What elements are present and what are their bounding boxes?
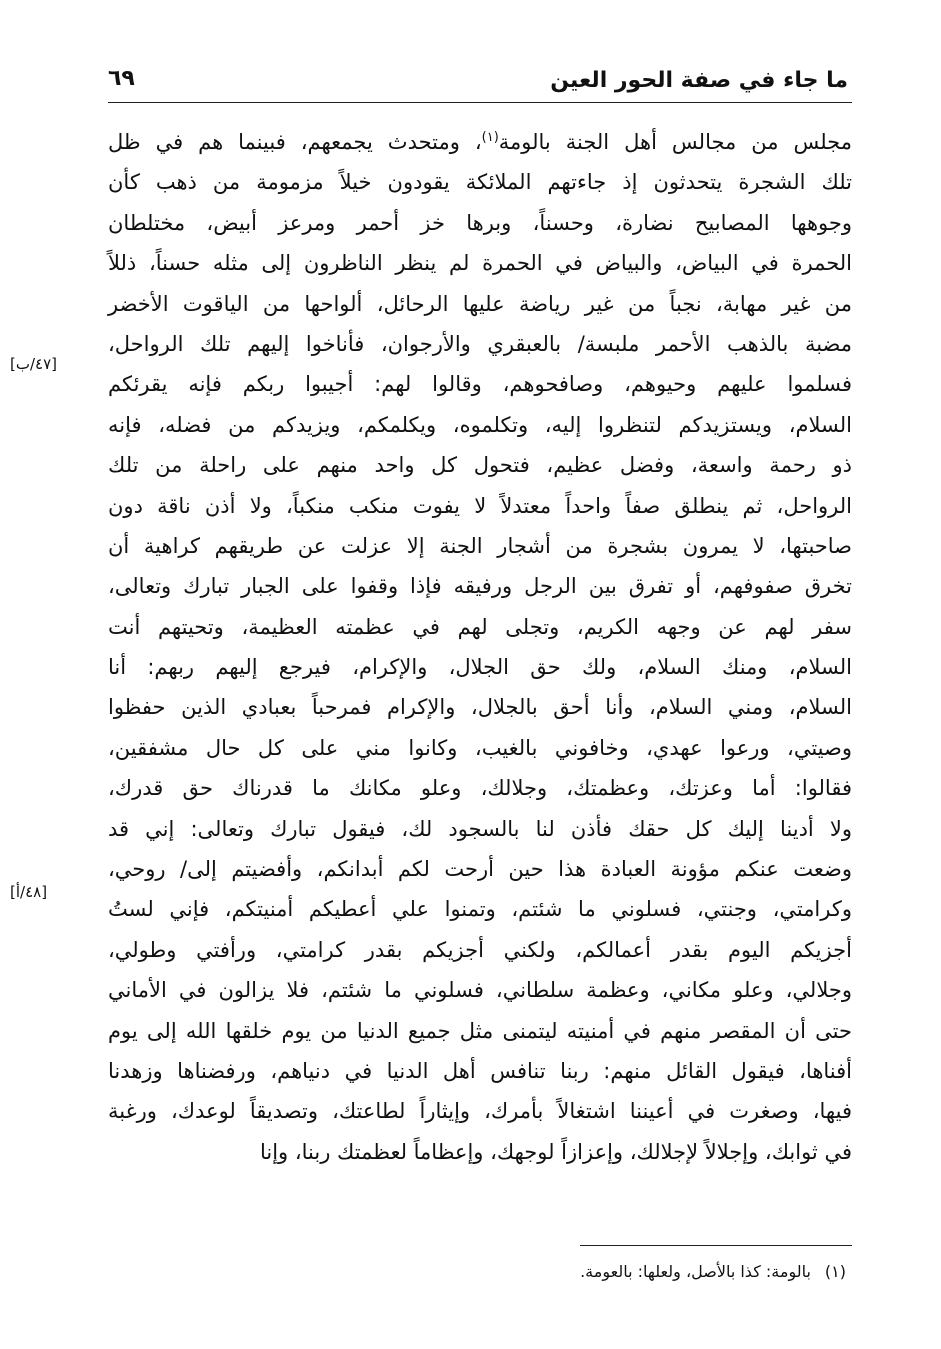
margin-folio-marker: [٤٨/أ]: [10, 883, 48, 901]
text-line-19: وضعت عنكم مؤونة العبادة هذا حين أرحت لكم أبدانكم، وأفضيتم إلى/ روحي،: [108, 857, 852, 882]
text-line-8: السلام، ويستزيدكم لتنظروا إليه، وتكلموه، ويكلمكم، ويزيدكم من فضله، فإنه: [108, 412, 852, 437]
text-line-6: مضبة بالذهب الأحمر ملبسة/ بالعبقري والأرجوان، فأناخوا إليهم تلك الرواحل،: [108, 331, 852, 356]
text-line-5: من غير مهابة، نجباً من غير رياضة عليها الرحائل، ألواحها من الياقوت الأخضر: [108, 291, 852, 316]
text-line-17: فقالوا: أما وعزتك، وعظمتك، وجلالك، وعلو مكانك ما قدرناك حق قدرك،: [108, 776, 852, 801]
text-line-11: صاحبتها، لا يمرون بشجرة من أشجار الجنة إلا عزلت عن طريقهم كراهية أن: [108, 533, 852, 558]
text-line-21: أجزيكم اليوم بقدر أعمالكم، ولكني أجزيكم بقدر كرامتي، ورأفتي وطولي،: [108, 937, 852, 962]
footnote-divider: [580, 1245, 852, 1246]
text-line-9: ذو رحمة واسعة، وفضل عظيم، فتحول كل واحد منهم على راحلة من تلك: [108, 453, 852, 478]
text-line-1: [108, 122, 852, 162]
text-line-4: الحمرة في البياض، والبياض في الحمرة لم ينظر الناظرون إلى مثله حسناً، ذللاً: [108, 251, 852, 276]
text-line-13: سفر لهم عن وجهه الكريم، وتجلى لهم في عظمته العظيمة، وتحيتهم أنت: [108, 614, 852, 639]
footnote-text: بالومة: كذا بالأصل، ولعلها: بالعومة.: [580, 1262, 811, 1281]
text-line-20: وكرامتي، وجنتي، فسلوني ما شئتم، وتمنوا علي أعطيكم أمنيتكم، فإني لستُ: [108, 897, 852, 922]
header-divider: [108, 102, 852, 103]
text-line-25: فيها، وصغرت في أعيننا اشتغالاً بأمرك، وإيثاراً لطاعتك، وتصديقاً لوعدك، ورغبة: [108, 1099, 852, 1124]
text-line-14: السلام، ومنك السلام، ولك حق الجلال، والإكرام، فيرجع إليهم ربهم: أنا: [108, 655, 852, 680]
text-line-18: ولا أدينا إليك كل حقك فأذن لنا بالسجود لك، فيقول تبارك وتعالى: إني قد: [108, 816, 852, 841]
text-line-24: أفناها، فيقول القائل منهم: ربنا تنافس أهل الدنيا في دنياهم، ورفضناها وزهدنا: [108, 1058, 852, 1083]
running-title: ما جاء في صفة الحور العين: [550, 68, 848, 93]
text-line-2: تلك الشجرة يتحدثون إذ جاءتهم الملائكة يقودون خيلاً مزمومة من ذهب كأن: [108, 170, 852, 195]
running-header: [108, 62, 848, 102]
footnote: [580, 1262, 846, 1281]
footnote-reference: (١): [481, 130, 499, 145]
text-line-7: فسلموا عليهم وحيوهم، وصافحوهم، وقالوا لهم: أجيبوا ربكم فإنه يقرئكم: [108, 372, 852, 397]
text-line-26: في ثوابك، وإجلالاً لإجلالك، وإعزازاً لوجهك، وإعظاماً لعظمتك ربنا، وإنا: [259, 1139, 852, 1164]
text-line-12: تخرق صفوفهم، أو تفرق بين الرجل ورفيقه فإذا وقفوا على الجبار تبارك وتعالى،: [108, 574, 852, 599]
text-line-10: الرواحل، ثم ينطلق صفاً واحداً معتدلاً لا يفوت منكب منكباً، ولا أذن ناقة دون: [108, 493, 852, 518]
text-line-16: وصيتي، ورعوا عهدي، وخافوني بالغيب، وكانوا مني على كل حال مشفقين،: [108, 735, 852, 760]
page-number: ٦٩: [108, 66, 135, 91]
text-line-3: وجوهها المصابيح نضارة، وحسناً، وبرها خز أحمر ومرعز أبيض، مختلطان: [108, 210, 852, 235]
footnote-number: (١): [824, 1262, 846, 1281]
text-line-23: حتى أن المقصر منهم في أمنيته ليتمنى مثل جميع الدنيا من يوم خلقها الله إلى يوم: [108, 1018, 852, 1043]
text-line-1-end: ، ومتحدث يجمعهم، فبينما هم في ظل: [108, 130, 482, 154]
text-line-15: السلام، ومني السلام، وأنا أحق بالجلال، والإكرام فمرحباً بعبادي الذين حفظوا: [108, 695, 852, 720]
text-line-1-start: مجلس من مجالس أهل الجنة بالومة: [498, 130, 852, 154]
text-line-22: وجلالي، وعلو مكاني، وعظمة سلطاني، فسلوني ما شئتم، فلا يزالون في الأماني: [108, 978, 852, 1003]
margin-folio-marker: [٤٧/ب]: [10, 355, 58, 373]
main-text: [108, 122, 852, 1172]
